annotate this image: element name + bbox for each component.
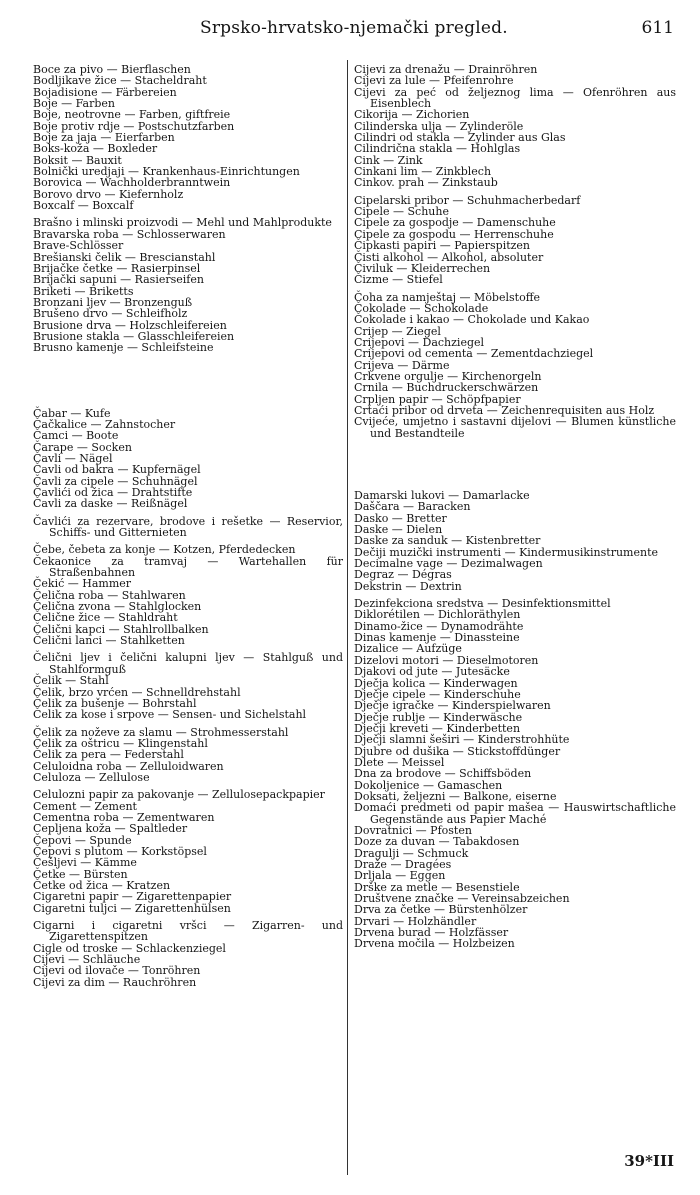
dictionary-entry: Crijepovi od cementa — Zementdachziegel bbox=[354, 347, 594, 361]
dictionary-entry: Četke — Bürsten bbox=[33, 867, 128, 881]
dictionary-entry: Cvijeće, umjetno i sastavni dijelovi — Blumen künstliche und Bestandteile bbox=[354, 415, 676, 440]
dictionary-entry: Djakovi od jute — Jutesäcke bbox=[354, 665, 510, 679]
dictionary-entry: Dinamo-žice — Dynamodrähte bbox=[354, 619, 524, 633]
dictionary-entry: Cipelarski pribor — Schuhmacherbedarf bbox=[354, 193, 581, 207]
dictionary-entry: Boje, neotrovne — Farben, giftfreie bbox=[33, 108, 231, 122]
dictionary-entry: Čelik — Stahl bbox=[33, 674, 109, 688]
dictionary-entry: Čavlići za rezervare, brodove i rešetke — Reservior, Schiffs- und Gitternieten bbox=[33, 514, 343, 540]
dictionary-entry: Boce za pivo — Bierflaschen bbox=[33, 63, 191, 76]
dictionary-entry: Bronzani ljev — Bronzenguß bbox=[33, 295, 193, 309]
dictionary-entry: Brijački sapuni — Rasierseifen bbox=[33, 273, 204, 287]
dictionary-entry: Cinkani lim — Zinkblech bbox=[354, 165, 492, 179]
page-number: 611 bbox=[641, 18, 674, 38]
dictionary-entry: Čipkasti papiri — Papierspitzen bbox=[354, 239, 531, 253]
dictionary-entry: Crnila — Buchdruckerschwärzen bbox=[354, 381, 539, 395]
dictionary-entry: Crijepovi — Dachziegel bbox=[354, 335, 485, 349]
dictionary-entry: Cinkov. prah — Zinkstaub bbox=[354, 176, 498, 190]
dictionary-entry: Dekstrin — Dextrin bbox=[354, 579, 462, 593]
dictionary-entry: Čelik za oštricu — Klingenstahl bbox=[33, 736, 208, 750]
dictionary-entry: Čelična zvona — Stahlglocken bbox=[33, 600, 202, 614]
dictionary-entry: Cigarni i cigaretni vršci — Zigarren- und Zigarettenspitzen bbox=[33, 919, 343, 944]
dictionary-entry: Čebe, čebeta za konje — Kotzen, Pferdedecken bbox=[33, 543, 296, 557]
dictionary-entry: Brusione stakla — Glasschleifereien bbox=[33, 329, 235, 343]
entry-group bbox=[354, 490, 676, 592]
dictionary-entry: Čiviluk — Kleiderrechen bbox=[354, 261, 491, 275]
entry-group bbox=[33, 920, 343, 988]
dictionary-entry: Cement — Zement bbox=[33, 799, 137, 813]
dictionary-entry: Čavli od bakra — Kupfernägel bbox=[33, 463, 201, 477]
dictionary-entry: Dragulji — Schmuck bbox=[354, 846, 469, 860]
dictionary-entry: Diklorétilen — Dichloräthylen bbox=[354, 608, 521, 622]
dictionary-entry: Dječji slamni šeširi — Kinderstrohhüte bbox=[354, 733, 570, 747]
dictionary-entry: Drva za četke — Bürstenhölzer bbox=[354, 903, 528, 917]
dictionary-entry: Čelik za bušenje — Bohrstahl bbox=[33, 696, 197, 710]
dictionary-entry: Čarape — Socken bbox=[33, 440, 132, 454]
dictionary-entry: Cikorija — Zichorien bbox=[354, 108, 470, 122]
dictionary-entry: Crkvene orgulje — Kirchenorgeln bbox=[354, 369, 542, 383]
entry-group bbox=[354, 598, 676, 950]
dictionary-entry: Čelične žice — Stahldraht bbox=[33, 611, 178, 625]
entry-group bbox=[354, 292, 676, 439]
column-divider bbox=[347, 60, 348, 1175]
signature-mark: 39*III bbox=[624, 1152, 674, 1170]
right-column bbox=[354, 64, 676, 950]
dictionary-entry: Čelik za pera — Federstahl bbox=[33, 748, 184, 762]
dictionary-entry: Čoha za namještaj — Möbelstoffe bbox=[354, 290, 541, 304]
dictionary-entry: Dizelovi motori — Dieselmotoren bbox=[354, 653, 539, 667]
entry-group bbox=[33, 217, 343, 353]
dictionary-entry: Doksati, željezni — Balkone, eiserne bbox=[354, 789, 557, 803]
spacer bbox=[354, 439, 676, 490]
dictionary-entry: Cijevi od ilovače — Tonröhren bbox=[33, 964, 201, 978]
dictionary-entry: Čavli — Nägel bbox=[33, 451, 113, 465]
dictionary-entry: Cementna roba — Zementwaren bbox=[33, 810, 215, 824]
page-title: Srpsko-hrvatsko-njemački pregled. bbox=[200, 18, 508, 38]
dictionary-entry: Dječje igračke — Kinderspielwaren bbox=[354, 699, 551, 713]
dictionary-entry: Crpljen papir — Schöpfpapier bbox=[354, 392, 521, 406]
dictionary-entry: Drljala — Eggen bbox=[354, 869, 446, 883]
dictionary-entry: Cilinderska ulja — Zylinderöle bbox=[354, 119, 524, 133]
dictionary-entry: Cijevi za lule — Pfeifenrohre bbox=[354, 74, 514, 88]
dictionary-entry: Dna za brodove — Schiffsböden bbox=[354, 767, 532, 781]
dictionary-entry: Čepovi s plutom — Korkstöpsel bbox=[33, 844, 207, 858]
dictionary-entry: Društvene značke — Vereinsabzeichen bbox=[354, 892, 570, 906]
entry-group bbox=[33, 64, 343, 211]
dictionary-entry: Doze za duvan — Tabakdosen bbox=[354, 835, 520, 849]
dictionary-entry: Daske — Dielen bbox=[354, 523, 443, 537]
dictionary-entry: Čabar — Kufe bbox=[33, 406, 111, 420]
dictionary-entry: Dinas kamenje — Dinassteine bbox=[354, 631, 520, 645]
dictionary-entry: Briketi — Briketts bbox=[33, 284, 134, 298]
dictionary-entry: Boje za jaja — Eierfarben bbox=[33, 131, 175, 145]
dictionary-entry: Daske za sanduk — Kistenbretter bbox=[354, 534, 541, 548]
dictionary-entry: Cigaretni tuljci — Zigarettenhülsen bbox=[33, 901, 231, 915]
dictionary-entry: Celuloza — Zellulose bbox=[33, 770, 150, 784]
entry-group bbox=[354, 195, 676, 286]
dictionary-entry: Čisti alkohol — Alkohol, absoluter bbox=[354, 250, 544, 264]
dictionary-entry: Drvena burad — Holzfässer bbox=[354, 926, 509, 940]
dictionary-entry: Draže — Dragées bbox=[354, 858, 452, 871]
dictionary-entry: Dječja kolica — Kinderwagen bbox=[354, 676, 518, 690]
entry-group bbox=[33, 516, 343, 539]
dictionary-entry: Čepovi — Spunde bbox=[33, 833, 132, 847]
dictionary-entry: Čelik za noževe za slamu — Strohmesserstahl bbox=[33, 725, 289, 739]
dictionary-entry: Dječji kreveti — Kinderbetten bbox=[354, 721, 521, 735]
dictionary-entry: Celuloidna roba — Zelluloidwaren bbox=[33, 759, 224, 773]
dictionary-entry: Degraz — Dégras bbox=[354, 568, 452, 582]
dictionary-entry: Celulozni papir za pakovanje — Zellulosepackpapier bbox=[33, 788, 325, 802]
dictionary-entry: Čavli za daske — Reißnägel bbox=[33, 497, 188, 511]
dictionary-entry: Cipele za gospodu — Herrenschuhe bbox=[354, 227, 554, 241]
dictionary-entry: Boje — Farben bbox=[33, 97, 115, 111]
dictionary-entry: Crtaći pribor od drveta — Zeichenrequisiten aus Holz bbox=[354, 403, 655, 417]
dictionary-entry: Češljevi — Kämme bbox=[33, 856, 137, 870]
dictionary-entry: Boje protiv rdje — Postschutzfarben bbox=[33, 119, 235, 133]
dictionary-entry: Čokolade i kakao — Chokolade und Kakao bbox=[354, 313, 590, 327]
dictionary-entry: Cipele za gospodje — Damenschuhe bbox=[354, 216, 556, 230]
dictionary-entry: Decimalne vage — Dezimalwagen bbox=[354, 557, 543, 571]
entry-group bbox=[33, 652, 343, 720]
dictionary-entry: Boksit — Bauxit bbox=[33, 153, 122, 167]
left-column bbox=[33, 64, 343, 988]
dictionary-entry: Borovo drvo — Kiefernholz bbox=[33, 187, 184, 201]
entry-group bbox=[33, 408, 343, 510]
dictionary-entry: Bodljikave žice — Stacheldraht bbox=[33, 74, 207, 88]
dictionary-entry: Brijačke četke — Rasierpinsel bbox=[33, 261, 201, 275]
dictionary-entry: Čačkalice — Zahnstocher bbox=[33, 417, 176, 431]
dictionary-entry: Dasko — Bretter bbox=[354, 511, 447, 525]
dictionary-entry: Čelik za kose i srpove — Sensen- und Sichelstahl bbox=[33, 708, 307, 722]
dictionary-entry: Čelični kapci — Stahlrollbalken bbox=[33, 622, 209, 636]
dictionary-entry: Dokoljenice — Gamaschen bbox=[354, 778, 503, 792]
dictionary-entry: Brave-Schlösser bbox=[33, 239, 124, 253]
dictionary-entry: Dovratnici — Pfosten bbox=[354, 823, 472, 837]
entry-group bbox=[354, 64, 676, 189]
dictionary-entry: Čavli za cipele — Schuhnägel bbox=[33, 474, 198, 488]
dictionary-entry: Brešianski čelik — Brescianstahl bbox=[33, 250, 216, 264]
dictionary-entry: Dječje rublje — Kinderwäsche bbox=[354, 710, 523, 724]
dictionary-entry: Drške za metle — Besenstiele bbox=[354, 880, 520, 894]
entry-group bbox=[33, 789, 343, 914]
dictionary-entry: Brusno kamenje — Schleifsteine bbox=[33, 341, 214, 355]
entry-group bbox=[33, 544, 343, 646]
dictionary-entry: Cigaretni papir — Zigarettenpapier bbox=[33, 890, 232, 904]
dictionary-entry: Damarski lukovi — Damarlacke bbox=[354, 489, 530, 502]
dictionary-entry: Bolnički uredjaji — Krankenhaus-Einrichtungen bbox=[33, 165, 300, 179]
dictionary-entry: Cijevi za dim — Rauchröhren bbox=[33, 975, 197, 989]
dictionary-entry: Čekić — Hammer bbox=[33, 577, 132, 591]
dictionary-entry: Boxcalf — Boxcalf bbox=[33, 199, 134, 213]
dictionary-entry: Čelični lanci — Stahlketten bbox=[33, 634, 185, 648]
dictionary-entry: Dlete — Meissel bbox=[354, 755, 445, 769]
dictionary-entry: Djubre od dušika — Stickstoffdünger bbox=[354, 744, 561, 758]
dictionary-entry: Cilindri od stakla — Zylinder aus Glas bbox=[354, 131, 566, 145]
dictionary-entry: Čokolade — Schokolade bbox=[354, 301, 489, 315]
dictionary-entry: Cijevi — Schläuche bbox=[33, 953, 141, 967]
dictionary-entry: Dizalice — Aufzüge bbox=[354, 642, 462, 656]
dictionary-entry: Cink — Zink bbox=[354, 153, 423, 167]
dictionary-entry: Daščara — Baracken bbox=[354, 500, 471, 514]
dictionary-entry: Crijeva — Därme bbox=[354, 358, 450, 372]
dictionary-entry: Čekaonice za tramvaj — Wartehallen für Straßenbahnen bbox=[33, 554, 343, 580]
dictionary-entry: Dječje cipele — Kinderschuhe bbox=[354, 687, 521, 701]
dictionary-entry: Četke od žica — Kratzen bbox=[33, 879, 171, 892]
dictionary-entry: Brašno i mlinski proizvodi — Mehl und Mahlprodukte bbox=[33, 216, 332, 230]
dictionary-entry: Brušeno drvo — Schleifholz bbox=[33, 307, 188, 321]
dictionary-entry: Cepljena koža — Spaltleder bbox=[33, 822, 188, 836]
dictionary-entry: Čelična roba — Stahlwaren bbox=[33, 588, 186, 602]
entry-group bbox=[33, 727, 343, 784]
dictionary-entry: Cilindrična stakla — Hohlglas bbox=[354, 142, 521, 156]
dictionary-entry: Cijevi za peć od željeznog lima — Ofenröhren aus Eisenblech bbox=[354, 85, 676, 111]
dictionary-entry: Dečiji muzički instrumenti — Kindermusikinstrumente bbox=[354, 545, 659, 559]
dictionary-entry: Čamci — Boote bbox=[33, 429, 119, 443]
dictionary-entry: Čelik, brzo vrćen — Schnelldrehstahl bbox=[33, 685, 241, 699]
dictionary-entry: Crijep — Ziegel bbox=[354, 324, 441, 338]
dictionary-entry: Cijevi za drenažu — Drainröhren bbox=[354, 63, 538, 76]
dictionary-entry: Borovica — Wachholderbranntwein bbox=[33, 176, 231, 190]
dictionary-entry: Čelični ljev i čelični kalupni ljev — Stahlguß und Stahlformguß bbox=[33, 651, 343, 676]
dictionary-entry: Domaći predmeti od papir mašea — Hauswirtschaftliche Gegenstände aus Papier Maché bbox=[354, 801, 676, 826]
dictionary-entry: Drvari — Holzhändler bbox=[354, 914, 477, 928]
dictionary-entry: Boks-koža — Boxleder bbox=[33, 142, 158, 156]
dictionary-entry: Cipele — Schuhe bbox=[354, 205, 449, 219]
dictionary-entry: Brusione drva — Holzschleifereien bbox=[33, 318, 227, 332]
dictionary-entry: Cigle od troske — Schlackenziegel bbox=[33, 941, 226, 955]
dictionary-entry: Drvena močila — Holzbeizen bbox=[354, 937, 515, 951]
dictionary-entry: Dezinfekciona sredstva — Desinfektionsmittel bbox=[354, 597, 611, 611]
dictionary-entry: Bravarska roba — Schlosserwaren bbox=[33, 227, 226, 241]
spacer bbox=[33, 354, 343, 408]
dictionary-entry: Bojadisione — Färbereien bbox=[33, 85, 177, 99]
dictionary-entry: Čizme — Stiefel bbox=[354, 273, 443, 287]
dictionary-entry: Čavlići od žica — Drahtstifte bbox=[33, 486, 193, 499]
